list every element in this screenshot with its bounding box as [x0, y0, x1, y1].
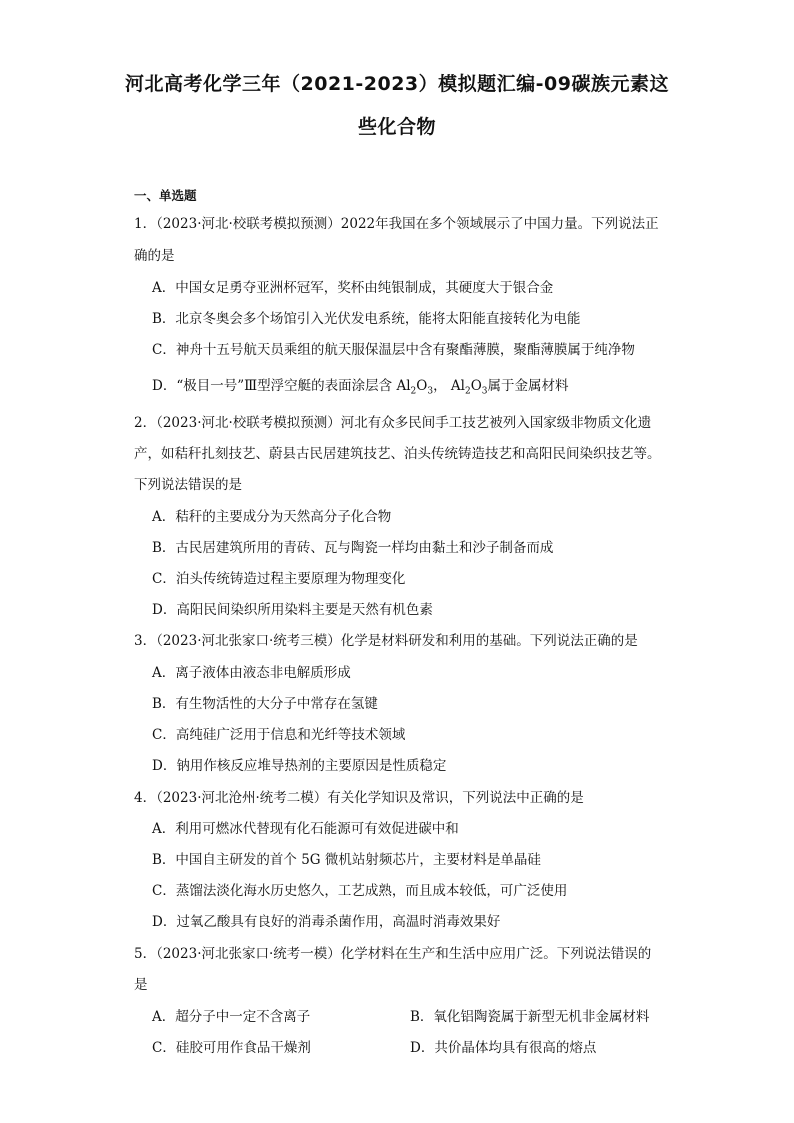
question-5-text-line1: 5．（2023·河北张家口·统考一模）化学材料在生产和生活中应用广泛。下列说法错误的	[134, 946, 652, 962]
question-5-option-c: C．硅胶可用作食品干燥剂	[152, 1040, 311, 1056]
question-2-option-b: B．古民居建筑所用的青砖、瓦与陶瓷一样均由黏土和沙子制备而成	[152, 540, 554, 556]
question-3-text-line1: 3．（2023·河北张家口·统考三模）化学是材料研发和利用的基础。下列说法正确的是	[134, 633, 638, 649]
question-5-option-b: B．氧化铝陶瓷属于新型无机非金属材料	[410, 1009, 650, 1025]
formula-al2o3-first: $Al_2O_3$	[396, 378, 434, 397]
document-title-line2: 些化合物	[357, 116, 436, 138]
question-4-option-b: B．中国自主研发的首个 5G 微机站射频芯片，主要材料是单晶硅	[152, 852, 541, 868]
question-1-option-d-separator: ，	[433, 378, 447, 394]
question-1-option-d-suffix: 属于金属材料	[487, 378, 569, 394]
document-title-line1: 河北高考化学三年（2021-2023）模拟题汇编-09碳族元素这	[125, 73, 669, 95]
question-1-option-d	[152, 374, 569, 397]
question-4-text-line1: 4．（2023·河北沧州·统考二模）有关化学知识及常识，下列说法中正确的是	[134, 790, 584, 806]
question-1-option-c: C．神舟十五号航天员乘组的航天服保温层中含有聚酯薄膜，聚酯薄膜属于纯净物	[152, 342, 635, 358]
question-1-option-a: A．中国女足勇夺亚洲杯冠军，奖杯由纯银制成，其硬度大于银合金	[152, 280, 554, 296]
question-5-text-line2: 是	[134, 977, 148, 993]
question-3-option-a: A．离子液体由液态非电解质形成	[152, 665, 351, 681]
question-3-option-c: C．高纯硅广泛用于信息和光纤等技术领域	[152, 727, 406, 743]
question-2-option-a: A．秸秆的主要成分为天然高分子化合物	[152, 509, 392, 525]
question-4-option-d: D．过氧乙酸具有良好的消毒杀菌作用，高温时消毒效果好	[152, 914, 501, 930]
question-1-text-line2: 确的是	[134, 248, 175, 264]
formula-al2o3-second: $Al_2O_3$	[450, 378, 488, 397]
question-5-option-a: A．超分子中一定不含离子	[152, 1009, 311, 1025]
question-5-option-d: D．共价晶体均具有很高的熔点	[410, 1040, 597, 1056]
question-4-option-c: C．蒸馏法淡化海水历史悠久，工艺成熟，而且成本较低，可广泛使用	[152, 883, 568, 899]
section-heading: 一、单选题	[134, 188, 197, 203]
question-2-text-line3: 下列说法错误的是	[134, 477, 242, 493]
question-2-option-d: D．高阳民间染织所用染料主要是天然有机色素	[152, 602, 433, 618]
question-1-text-line1: 1．（2023·河北·校联考模拟预测）2022年我国在多个领域展示了中国力量。下列说法正	[134, 216, 659, 232]
question-1-option-d-prefix: D．“极目一号”Ⅲ型浮空艇的表面涂层含	[152, 378, 393, 394]
question-4-option-a: A．利用可燃冰代替现有化石能源可有效促进碳中和	[152, 821, 459, 837]
question-2-text-line1: 2．（2023·河北·校联考模拟预测）河北有众多民间手工技艺被列入国家级非物质文化遗	[134, 415, 652, 431]
question-3-option-d: D．钠用作核反应堆导热剂的主要原因是性质稳定	[152, 758, 447, 774]
question-2-text-line2: 产，如秸秆扎刻技艺、蔚县古民居建筑技艺、泊头传统铸造技艺和高阳民间染织技艺等。	[134, 446, 661, 462]
question-2-option-c: C．泊头传统铸造过程主要原理为物理变化	[152, 571, 406, 587]
question-3-option-b: B．有生物活性的大分子中常存在氢键	[152, 696, 378, 712]
question-1-option-b: B．北京冬奥会多个场馆引入光伏发电系统，能将太阳能直接转化为电能	[152, 311, 581, 327]
